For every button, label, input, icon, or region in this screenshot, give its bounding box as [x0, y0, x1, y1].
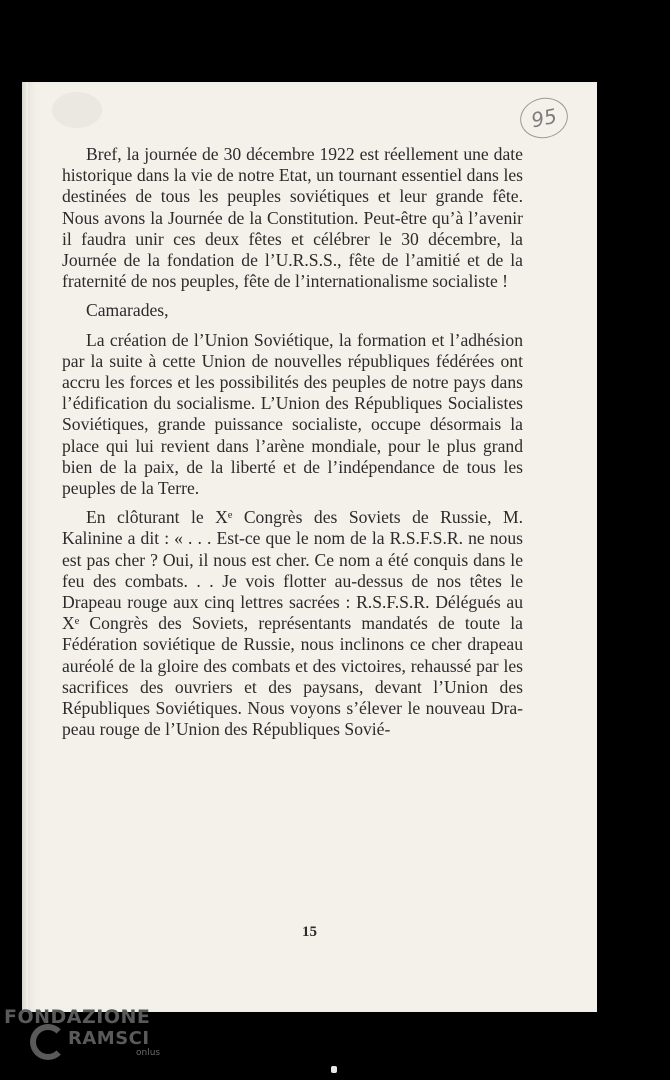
- logo-g-mark-icon: [30, 1024, 66, 1060]
- logo-line-1: FONDAZIONE: [4, 1006, 151, 1028]
- scan-artifact-dot: [331, 1066, 337, 1073]
- paragraph-4: En clôturant le Xᵉ Congrès des Soviets de Russie, M. Kalinine a dit : « . . . Est-ce que le nom de la R.S.F.S.R. ne nous est pas cher ? Oui, il nous est cher. Ce nom a été conquis dans le feu des combats. . . Je vois flotter au-dessus de nos têtes le Drapeau rouge aux cinq lettres sacrées : R.S.F.S.R. Délégués au Xᵉ Congrès des Soviets, représentants mandatés de toute la Fédération soviétique de Russie, nous inclinons ce cher drapeau auréolé de la gloire des combats et des victoires, rehaussé par les sacrifices des ouvriers et des paysans, devant l’Union des Républiques Soviétiques. Nous voyons s’élever le nouveau Drapeau rouge de l’Union des Républiques Sovié-: [62, 507, 523, 740]
- logo-line-3: onlus: [136, 1048, 161, 1058]
- paragraph-3: La création de l’Union Soviétique, la formation et l’adhésion par la suite à cette Union de nouvelles républiques fédérées ont accru les forces et les possibilités des peuples de notre pays dans l’édification du socialisme. L’Union des Républiques Socialistes Soviétiques, grande puissance socialiste, occupe désormais la place qui lui revient dans l’arène mondiale, pour le plus grand bien de la paix, de la liberté et de l’indépendance de tous les peuples de la Terre.: [62, 329, 523, 499]
- fondazione-gramsci-logo: [0, 1006, 170, 1080]
- paragraph-2-salutation: Camarades,: [86, 300, 169, 321]
- handwritten-page-annotation: 95: [516, 93, 571, 142]
- paragraph-1: Bref, la journée de 30 décembre 1922 est réellement une date historique dans la vie de notre Etat, un tournant essentiel dans les destinées de tous les peuples soviétiques et leur grande fête. Nous avons la Journée de la Constitution. Peut-être qu’à l’avenir il faudra unir ces deux fêtes et célébrer le 30 décembre, la Journée de la fondation de l’U.R.S.S., fête de l’amitié et de la fraternité de nos peuples, fête de l’internationalisme socialiste !: [62, 144, 523, 292]
- page-spine-shadow: [22, 82, 28, 1012]
- logo-line-2: RAMSCI: [68, 1028, 150, 1049]
- page-number: 15: [302, 924, 317, 940]
- body-text: [62, 144, 523, 740]
- faint-stamp-mark: [52, 92, 102, 128]
- document-page: [22, 82, 597, 1012]
